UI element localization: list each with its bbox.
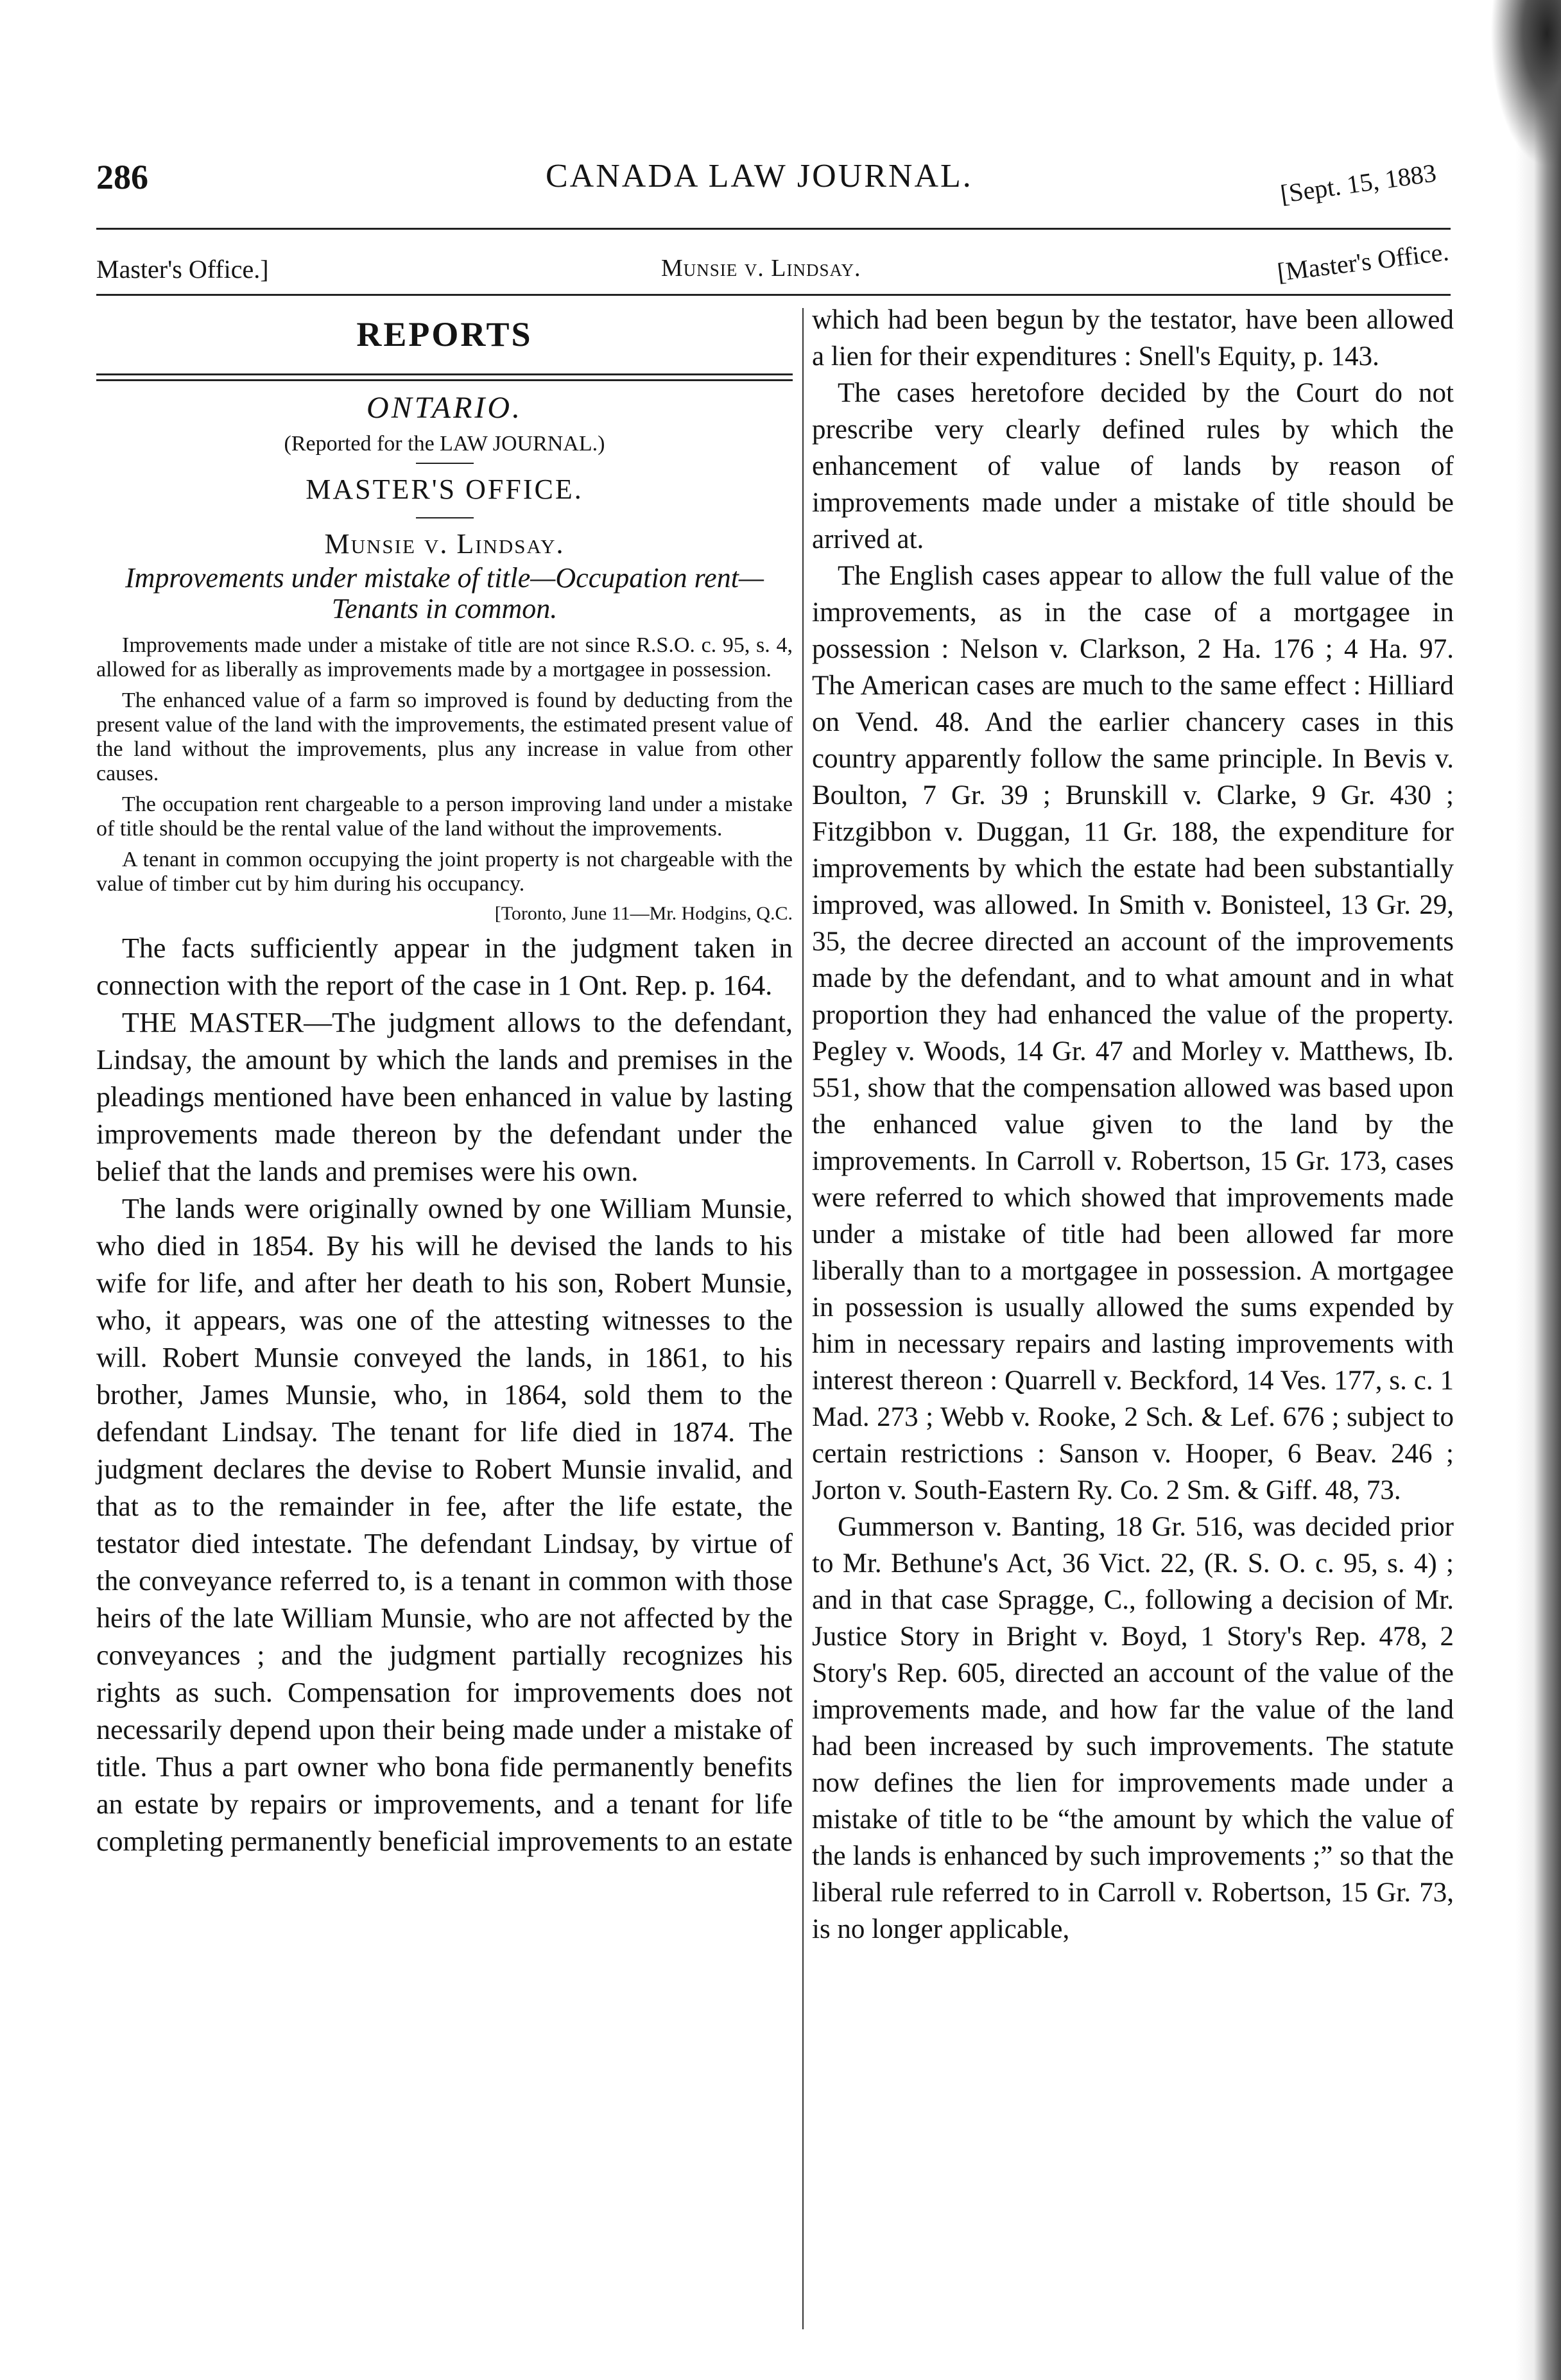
case-title-header: Munsie v. Lindsay. [661,255,861,282]
headnote: The enhanced value of a farm so improved is found by deducting from the present value of the land with the improvements, the estimated present value of the land without the improvements, plus any increase in value from other causes. [96,689,793,785]
body-paragraph: The lands were originally owned by one William Munsie, who died in 1854. By his will he devised the lands to his wife for life, and after her death to his son, Robert Munsie, who, it appears, was one of the attesting witnesses to the will. Robert Munsie conveyed the lands, in 1861, to his brother, James Munsie, who, in 1864, sold them to the defendant Lindsay. The tenant for life died in 1874. The judgment declares the devise to Robert Munsie invalid, and that as to the remainder in fee, after the life estate, the testator died intestate. The defendant Lindsay, by virtue of the conveyance referred to, is a tenant in common with those heirs of the late William Munsie, who are not affected by the conveyances ; and the judgment partially recognizes his rights as such. Compensation for improvements does not necessarily depend upon their being made under a mistake of title. Thus a part owner who bona fide permanently benefits an estate by repairs or improvements, and a tenant for life completing permanently beneficial improvements to an estate [96,1193,793,1857]
short-rule [416,517,474,518]
header-rule [96,294,1451,296]
court-heading: MASTER'S OFFICE. [306,474,583,505]
body-paragraph: which had been begun by the testator, have been allowed a lien for their expenditures : Snell's Equity, p. 143. [812,305,1454,372]
reported-for-note: (Reported for the LAW JOURNAL.) [284,432,605,456]
headnote: A tenant in common occupying the joint property is not chargeable with the value of timber cut by him during his occupancy. [96,848,793,896]
column-divider [802,308,804,2329]
body-paragraph: The cases heretofore decided by the Court do not prescribe very clearly defined rules by which the enhancement of value of lands by reason of improvements made under a mistake of title should be arrived at. [812,378,1454,554]
right-column [812,302,1454,1948]
body-paragraph: Gummerson v. Banting, 18 Gr. 516, was decided prior to Mr. Bethune's Act, 36 Vict. 22, (R. S. O. c. 95, s. 4) ; and in that case Spragge, C., following a decision of Mr. Justice Story in Bright v. Boyd, 1 Story's Rep. 478, 2 Story's Rep. 605, directed an account of the value of the improvements made, and how far the value of the land had been increased by such improvements. The statute now defines the lien for improvements made under a mistake of title to be “the amount by which the value of the lands is enhanced by such improvements ;” so that the liberal rule referred to in Carroll v. Robertson, 15 Gr. 73, is no longer applicable, [812,1512,1454,1944]
headnote: Improvements made under a mistake of title are not since R.S.O. c. 95, s. 4, allowed for as liberally as improvements made by a mortgagee in possession. [96,633,793,681]
court-right-label: [Master's Office. [1275,237,1451,287]
short-rule [416,463,474,464]
double-rule [96,373,793,381]
catchwords: Improvements under mistake of title—Occupation rent—Tenants in common. [125,562,764,624]
page-edge-shadow [1516,0,1561,2380]
province-heading: ONTARIO. [366,391,523,425]
left-column [96,302,793,1860]
journal-title: CANADA LAW JOURNAL. [546,158,973,194]
reports-heading: REPORTS [356,315,533,354]
headnote: The occupation rent chargeable to a person improving land under a mistake of title should be the rental value of the land without the improvements. [96,792,793,841]
issue-date: [Sept. 15, 1883 [1278,158,1438,209]
case-header-row [96,228,1451,294]
page-number: 286 [96,158,148,196]
running-header [96,157,1438,215]
case-name: Munsie v. Lindsay. [324,528,565,560]
body-paragraph: The facts sufficiently appear in the judgment taken in connection with the report of the case in 1 Ont. Rep. p. 164. [96,932,793,1001]
body-paragraph: THE MASTER—The judgment allows to the defendant, Lindsay, the amount by which the lands and premises in the pleadings mentioned have been enhanced in value by lasting improvements made thereon by the defendant under the belief that the lands and premises were his own. [96,1007,793,1187]
page-edge-stain [1490,0,1561,167]
body-paragraph: The English cases appear to allow the full value of the improvements, as in the case of a mortgagee in possession : Nelson v. Clarkson, 2 Ha. 176 ; 4 Ha. 97. The American cases are much to the same effect : Hilliard on Vend. 48. And the earlier chancery cases in this country apparently follow the same principle. In Bevis v. Boulton, 7 Gr. 39 ; Brunskill v. Clarke, 9 Gr. 430 ; Fitzgibbon v. Duggan, 11 Gr. 188, the expenditure for improvements by which the estate had been substantially improved, was allowed. In Smith v. Bonisteel, 13 Gr. 29, 35, the decree directed an account of the improvements made by the defendant, and to what amount and in what proportion they had enhanced the value of the property. Pegley v. Woods, 14 Gr. 47 and Morley v. Matthews, Ib. 551, show that the compensation allowed was based upon the enhanced value given to the land by the improvements. In Carroll v. Robertson, 15 Gr. 173, cases were referred to which showed that improvements made under a mistake of title had been allowed far more liberally than to a mortgagee in possession. A mortgagee in possession is usually allowed the sums expended by him in necessary repairs and lasting improvements with interest thereon : Quarrell v. Beckford, 14 Ves. 177, s. c. 1 Mad. 273 ; Webb v. Rooke, 2 Sch. & Lef. 676 ; subject to certain restrictions : Sanson v. Hooper, 6 Beav. 246 ; Jorton v. South-Eastern Ry. Co. 2 Sm. & Giff. 48, 73. [812,561,1454,1505]
court-left-label: Master's Office.] [96,255,269,284]
hearing-line: [Toronto, June 11—Mr. Hodgins, Q.C. [494,903,793,924]
